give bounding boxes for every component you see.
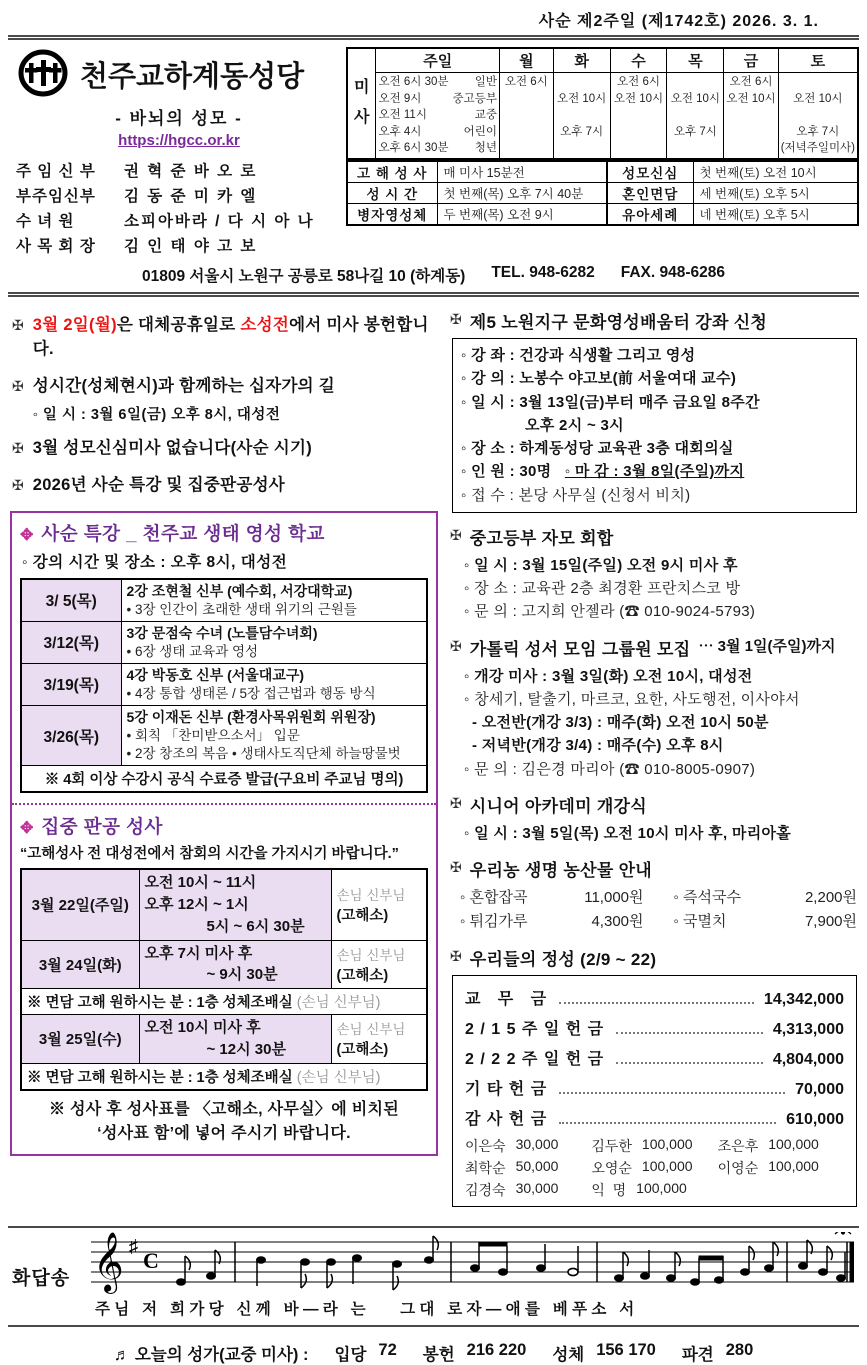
header-right bbox=[342, 47, 859, 256]
confession-date: 3월 24일(화) bbox=[21, 940, 139, 989]
cross-icon: ✠ bbox=[12, 317, 24, 333]
sacrament-value: 세 번째(토) 오후 5시 bbox=[693, 182, 858, 203]
hymn-numbers-line bbox=[6, 1327, 861, 1365]
confession-priest: 손님 신부님 (고해소) bbox=[331, 869, 427, 940]
confession-priest: 손님 신부님 (고해소) bbox=[331, 940, 427, 989]
day-header: 주일 bbox=[376, 48, 500, 73]
donor: 김경숙 30,000 bbox=[465, 1180, 559, 1198]
offerings-box bbox=[452, 975, 857, 1207]
header bbox=[6, 41, 861, 258]
church-name: 천주교하계동성당 bbox=[80, 61, 305, 93]
sacrament-label: 혼인면담 bbox=[607, 182, 693, 203]
staff-row bbox=[16, 159, 342, 181]
music-body bbox=[89, 1232, 855, 1321]
mass-time: 오전 6시 30분 일반 bbox=[378, 76, 497, 88]
notice-part: 은 대체공휴일로 bbox=[116, 316, 241, 334]
staff-row bbox=[16, 209, 342, 231]
cross-icon: ✠ bbox=[450, 311, 462, 327]
sacrament-label: 유아세례 bbox=[607, 203, 693, 225]
notice-text bbox=[33, 314, 438, 362]
section-heading bbox=[450, 524, 857, 549]
price-item: ◦ 즉석국수 2,200원 bbox=[673, 889, 857, 906]
notice-place-red: 소성전 bbox=[240, 316, 290, 334]
mass-label: 미사 bbox=[347, 48, 376, 159]
main-content bbox=[6, 298, 861, 1218]
right-column bbox=[450, 308, 857, 1218]
sacrament-value: 네 번째(토) 오후 5시 bbox=[693, 203, 858, 225]
section-title: 시니어 아카데미 개강식 bbox=[469, 796, 648, 816]
day-header: 화 bbox=[553, 48, 610, 73]
confession-row bbox=[21, 940, 427, 989]
deadline-underlined: ◦ 마 감 : 3월 8일(주일)까지 bbox=[564, 463, 745, 481]
confession-row bbox=[21, 1015, 427, 1064]
confession-note-row bbox=[21, 1063, 427, 1090]
church-subtitle: - 바뇌의 성모 - bbox=[115, 109, 243, 128]
cross-icon: ✠ bbox=[12, 476, 24, 493]
price-item: ◦ 혼합잡곡 11,000원 bbox=[460, 889, 644, 906]
lecture-note-row bbox=[21, 766, 427, 793]
lecture-date: 3/26(목) bbox=[21, 705, 121, 765]
detail-line: - 저녁반(개강 3/4) : 매주(수) 오후 8시 bbox=[472, 737, 724, 755]
section-title-suffix: ⋯ 3월 1일(주일)까지 bbox=[698, 637, 836, 655]
notice-date-red: 3월 2일(월) bbox=[32, 316, 117, 334]
confession-note: ※ 면담 고해 원하시는 분 : 1층 성체조배실 (손님 신부님) bbox=[21, 1063, 427, 1090]
donor: 익 명 100,000 bbox=[591, 1180, 687, 1198]
friday-masses: 오전 6시 오전 10시 bbox=[724, 73, 778, 159]
confession-date: 3월 22일(주일) bbox=[21, 869, 139, 940]
section-heading bbox=[450, 945, 857, 970]
notice-holiday-mass bbox=[12, 314, 438, 362]
detail-line: ◦ 문 의 : 김은경 마리아 (☎ 010-8005-0907) bbox=[464, 760, 756, 778]
detail-line: ◦ 문 의 : 고지희 안젤라 (☎ 010-9024-5793) bbox=[464, 603, 756, 621]
donor: 최학순 50,000 bbox=[465, 1158, 559, 1176]
donor-row bbox=[465, 1158, 844, 1178]
notice-part: 에서 미사 봉헌합니다. bbox=[32, 316, 429, 358]
church-logo-icon bbox=[16, 47, 74, 102]
section-title: 가톨릭 성서 모임 그룹원 모집 bbox=[469, 639, 691, 659]
detail-line: ◦ 일 시 : 3월 13일(금)부터 매주 금요일 8주간 bbox=[461, 393, 760, 411]
left-column bbox=[10, 308, 438, 1218]
sacrament-label: 성모신심 bbox=[607, 161, 693, 183]
mass-schedule-table bbox=[346, 47, 859, 160]
staff-list bbox=[16, 159, 342, 256]
price-item: ◦ 튀김가루 4,300원 bbox=[460, 913, 644, 930]
detail-line: ◦ 장 소 : 교육관 2층 최경환 프란치스코 방 bbox=[464, 580, 741, 597]
offering-row: 기 타 헌 금 70,000 bbox=[465, 1081, 844, 1098]
donor-row bbox=[465, 1136, 844, 1156]
confession-priest: 손님 신부님 (고해소) bbox=[331, 1015, 427, 1064]
day-header: 금 bbox=[724, 48, 778, 73]
notice-title: 성시간(성체현시)과 함께하는 십자가의 길 bbox=[32, 376, 336, 395]
wednesday-masses: 오전 6시 오전 10시 bbox=[610, 73, 667, 159]
confession-note-row bbox=[21, 989, 427, 1015]
top-rule bbox=[8, 35, 859, 40]
price-item: ◦ 국멸치 7,900원 bbox=[673, 913, 857, 930]
donor-row bbox=[465, 1180, 844, 1200]
lecture-subtitle: ◦ 강의 시간 및 장소 : 오후 8시, 대성전 bbox=[22, 553, 288, 571]
psalm-lyrics: 주 님 저 희 가 당 신 께 바 ― 라 는 그 대 로 자 ― 애 를 베 푸 소 서 bbox=[95, 1301, 635, 1318]
confession-footer: ※ 성사 후 성사표를 〈고해소, 사무실〉에 비치된 ‘성사표 함’에 넣어 주시기 바랍니다. bbox=[49, 1100, 399, 1142]
sacrament-label: 병자영성체 bbox=[347, 203, 437, 225]
mass-time: 오전 11시 교중 bbox=[378, 109, 497, 121]
homepage-link-wrap bbox=[16, 132, 342, 149]
notice-title: 3월 성모신심미사 없습니다(사순 시기) bbox=[32, 438, 313, 457]
staff-name: 소피아바라 / 다 시 아 나 bbox=[124, 213, 315, 230]
donor: 조은후 100,000 bbox=[717, 1136, 819, 1154]
detail-line: ◦ 일 시 : 3월 5일(목) 오전 10시 미사 후, 마리아홀 bbox=[464, 824, 792, 842]
section-heading bbox=[450, 856, 857, 881]
section-title: 중고등부 자모 회합 bbox=[469, 528, 614, 548]
tuesday-masses: 오전 10시 오후 7시 bbox=[553, 73, 610, 159]
cross-icon: ✠ bbox=[450, 794, 462, 811]
dotted-leader bbox=[616, 1032, 763, 1034]
donor: 김두한 100,000 bbox=[591, 1136, 693, 1154]
staff-role: 부주임신부 bbox=[16, 188, 96, 205]
sacrament-value: 첫 번째(토) 오전 10시 bbox=[693, 161, 858, 183]
lecture-row bbox=[21, 579, 427, 622]
detail-line: ◦ 개강 미사 : 3월 3일(화) 오전 10시, 대성전 bbox=[464, 667, 753, 685]
detail-line: ◦ 장 소 : 하계동성당 교육관 3층 대회의실 bbox=[461, 440, 734, 457]
mass-time: 오후 4시 어린이 bbox=[378, 125, 497, 138]
notice-no-marian-mass bbox=[12, 437, 438, 461]
staff-name: 김 인 태 야 고 보 bbox=[124, 238, 258, 255]
lecture-row bbox=[21, 621, 427, 663]
lent-program-box bbox=[10, 511, 438, 1156]
section-senior-academy bbox=[450, 792, 857, 845]
dotted-leader bbox=[559, 1002, 754, 1004]
notice-body bbox=[33, 375, 335, 424]
monday-masses: 오전 6시 bbox=[499, 73, 553, 159]
staff-role: 수 녀 원 bbox=[16, 213, 75, 230]
cross-icon: ✠ bbox=[12, 377, 24, 394]
detail-line: ◦ 접 수 : 본당 사무실 (신청서 비치) bbox=[461, 486, 691, 504]
offering-row: 교 무 금 14,342,000 bbox=[465, 991, 844, 1008]
cross-quad-icon: ✥ bbox=[20, 820, 34, 838]
lecture-content: 3강 문점숙 수녀 (노틀담수녀회) • 6장 생태 교육과 영성 bbox=[121, 621, 427, 663]
section-body bbox=[464, 665, 857, 781]
lecture-content: 4강 박동호 신부 (서울대교구) • 4장 통합 생태론 / 5장 접근법과 행동 방식 bbox=[121, 663, 427, 705]
cross-icon: ✠ bbox=[450, 637, 462, 654]
section-nowon-lecture bbox=[450, 308, 857, 513]
cross-icon: ✠ bbox=[450, 948, 462, 964]
section-parents-meeting bbox=[450, 524, 857, 624]
thursday-masses: 오전 10시 오후 7시 bbox=[667, 73, 724, 159]
detail-line: ◦ 창세기, 탈출기, 마르코, 요한, 사도행전, 이사야서 bbox=[464, 690, 800, 708]
dotted-divider bbox=[12, 803, 436, 805]
section-offerings bbox=[450, 945, 857, 1207]
lecture-date: 3/12(목) bbox=[21, 621, 121, 663]
address-line bbox=[6, 258, 861, 291]
svg-text:♯: ♯ bbox=[129, 1236, 138, 1256]
sunday-masses bbox=[376, 73, 500, 159]
offering-row: 2 / 1 5 주 일 헌 금 4,313,000 bbox=[465, 1021, 844, 1038]
sacrament-value: 첫 번째(목) 오후 7시 40분 bbox=[437, 182, 607, 203]
sacrament-label: 고 해 성 사 bbox=[347, 161, 437, 183]
saturday-masses: 오전 10시 오후 7시 (저녁주일미사) bbox=[778, 73, 858, 159]
day-header: 토 bbox=[778, 48, 858, 73]
section-farm-products bbox=[450, 856, 857, 934]
section-heading bbox=[450, 635, 857, 660]
confession-times: 오전 10시 미사 후 ~ 12시 30분 bbox=[139, 1015, 331, 1064]
cross-icon: ✠ bbox=[450, 526, 462, 543]
lecture-title-row bbox=[20, 520, 428, 546]
detail-line: ◦ 인 원 : 30명 ◦ 마 감 : 3월 8일(주일)까지 bbox=[461, 463, 745, 481]
sacrament-value: 두 번째(목) 오전 9시 bbox=[437, 203, 607, 225]
nowon-lecture-box bbox=[452, 338, 857, 513]
dotted-leader bbox=[559, 1122, 776, 1124]
lecture-content: 2강 조현철 신부 (예수회, 서강대학교) • 3장 인간이 초래한 생태 위기의 근원들 bbox=[121, 579, 427, 622]
confession-title-row bbox=[20, 813, 428, 839]
header-bottom-rule bbox=[8, 292, 859, 297]
staff-role: 주 임 신 부 bbox=[16, 163, 96, 180]
confession-row bbox=[21, 869, 427, 940]
tel: TEL. 948-6282 bbox=[491, 264, 595, 281]
lecture-date: 3/ 5(목) bbox=[21, 579, 121, 622]
notice-lent-program bbox=[12, 474, 438, 498]
lecture-date: 3/19(목) bbox=[21, 663, 121, 705]
hymn-item: 봉헌 216 220 bbox=[422, 1341, 527, 1364]
cross-icon: ✠ bbox=[12, 439, 24, 456]
section-heading bbox=[450, 792, 857, 817]
section-title: 우리들의 정성 (2/9 ~ 22) bbox=[469, 950, 657, 969]
offering-row: 감 사 헌 금 610,000 bbox=[465, 1111, 844, 1128]
price-column bbox=[460, 886, 644, 934]
donor: 이영순 100,000 bbox=[717, 1158, 819, 1176]
staff-name: 김 동 준 미 카 엘 bbox=[124, 188, 258, 205]
day-header: 목 bbox=[667, 48, 724, 73]
notice-holy-hour bbox=[12, 375, 438, 424]
hymn-item: 성체 156 170 bbox=[552, 1341, 656, 1364]
hymns-prefix: ♬ 오늘의 성가(교중 미사) : bbox=[113, 1346, 309, 1364]
svg-text:𝄞: 𝄞 bbox=[93, 1234, 124, 1291]
staff-row bbox=[16, 184, 342, 206]
price-column bbox=[674, 886, 858, 934]
donor: 오영순 100,000 bbox=[591, 1158, 693, 1176]
sacrament-value: 매 미사 15분전 bbox=[437, 161, 607, 183]
detail-line: - 오전반(개강 3/3) : 매주(화) 오전 10시 50분 bbox=[472, 714, 769, 731]
offering-row: 2 / 2 2 주 일 헌 금 4,804,000 bbox=[465, 1051, 844, 1068]
dotted-leader bbox=[616, 1062, 763, 1064]
section-heading bbox=[450, 308, 857, 333]
notice-title: 2026년 사순 특강 및 집중판공성사 bbox=[32, 475, 286, 494]
confession-date: 3월 25일(수) bbox=[21, 1015, 139, 1064]
responsorial-psalm bbox=[6, 1228, 861, 1323]
lecture-note: ※ 4회 이상 수강시 공식 수료증 발급(구요비 주교님 명의) bbox=[21, 766, 427, 793]
day-header: 월 bbox=[499, 48, 553, 73]
confession-times: 오전 10시 ~ 11시 오후 12시 ~ 1시 5시 ~ 6시 30분 bbox=[139, 869, 331, 940]
section-body bbox=[464, 554, 857, 624]
section-title: 제5 노원지구 문화영성배움터 강좌 신청 bbox=[469, 313, 768, 332]
confession-title: 집중 판공 성사 bbox=[41, 816, 163, 838]
psalm-label: 화답송 bbox=[12, 1268, 71, 1289]
donor: 이은숙 30,000 bbox=[465, 1136, 559, 1154]
music-note-icon: ♬ bbox=[113, 1346, 131, 1364]
sacrament-label: 성 시 간 bbox=[347, 182, 437, 203]
header-left bbox=[8, 47, 342, 256]
confession-times: 오후 7시 미사 후 ~ 9시 30분 bbox=[139, 940, 331, 989]
staff-name: 권 혁 준 바 오 로 bbox=[124, 163, 258, 180]
confession-note: ※ 면담 고해 원하시는 분 : 1층 성체조배실 (손님 신부님) bbox=[21, 989, 427, 1015]
hymn-item: 파견 280 bbox=[681, 1341, 754, 1364]
lecture-row bbox=[21, 705, 427, 765]
section-bible-group bbox=[450, 635, 857, 781]
cross-icon: ✠ bbox=[450, 859, 462, 875]
detail-line: ◦ 강 좌 : 건강과 식생활 그리고 영성 bbox=[461, 347, 696, 364]
detail-line: ◦ 일 시 : 3월 15일(주일) 오전 9시 미사 후 bbox=[464, 556, 738, 574]
address: 01809 서울시 노원구 공릉로 58나길 10 (하계동) bbox=[141, 268, 466, 285]
section-title: 우리농 생명 농산물 안내 bbox=[469, 861, 653, 880]
mass-time: 오전 9시 중고등부 bbox=[378, 92, 497, 105]
sacrament-schedule-table bbox=[346, 160, 859, 226]
mass-time: 오후 6시 30분 청년 bbox=[378, 142, 497, 154]
donor bbox=[718, 1180, 844, 1200]
homepage-link[interactable]: https://hgcc.or.kr bbox=[118, 132, 240, 149]
confession-table bbox=[20, 868, 428, 1090]
day-header: 수 bbox=[610, 48, 667, 73]
dotted-leader bbox=[559, 1092, 785, 1094]
detail-line: ◦ 강 의 : 노봉수 야고보(前 서울여대 교수) bbox=[461, 370, 737, 388]
section-body bbox=[464, 822, 857, 845]
staff-role: 사 목 회 장 bbox=[16, 238, 96, 255]
staff-row bbox=[16, 234, 342, 256]
lecture-title: 사순 특강 _ 천주교 생태 영성 학교 bbox=[41, 522, 325, 544]
detail-line: 오후 2시 ~ 3시 bbox=[525, 416, 624, 434]
brand bbox=[16, 47, 342, 102]
lecture-row bbox=[21, 663, 427, 705]
hymn-item: 입당 72 bbox=[334, 1341, 397, 1364]
issue-line: 사순 제2주일 (제1742호) 2026. 3. 1. bbox=[538, 13, 819, 30]
notice-detail: ◦ 일 시 : 3월 6일(금) 오후 8시, 대성전 bbox=[32, 406, 281, 423]
cross-quad-icon: ✥ bbox=[20, 526, 34, 544]
fax: FAX. 948-6286 bbox=[620, 264, 726, 281]
confession-quote: “고해성사 전 대성전에서 참회의 시간을 가지시기 바랍니다.” bbox=[20, 846, 399, 863]
svg-text:C: C bbox=[143, 1248, 159, 1273]
lecture-content: 5강 이재돈 신부 (환경사목위원회 위원장) • 회칙 「찬미받으소서」 입문 • 2장 창조의 복음 • 생태사도직단체 하늘땅물벗 bbox=[121, 705, 427, 765]
price-grid bbox=[460, 886, 857, 934]
lecture-table bbox=[20, 578, 428, 794]
